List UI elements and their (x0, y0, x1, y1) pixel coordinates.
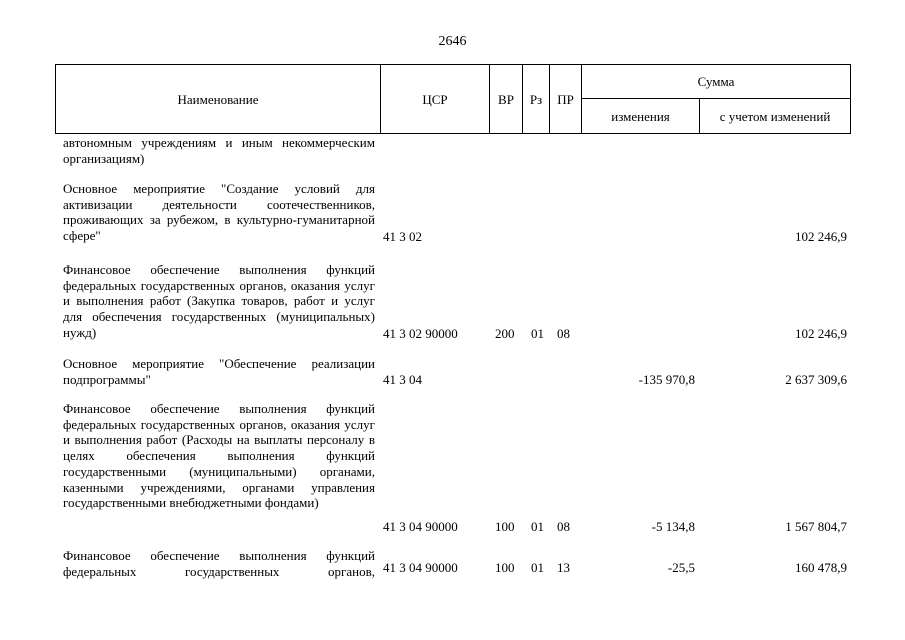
row-csr: 41 3 04 90000 (383, 519, 458, 534)
row-rz: 01 (531, 326, 544, 341)
row-name: Финансовое обеспечение выполнения функций федеральных государственных органов, (63, 548, 375, 579)
header-csr: ЦСР (422, 91, 448, 107)
row-name: Финансовое обеспечение выполнения функций федеральных государственных органов, оказания услуг и выполнения работ (Закупка товаров, работ и услуг для обеспечения государственных (муниципальных) нужд) (63, 262, 375, 340)
row-total: 1 567 804,7 (785, 519, 847, 534)
header-rz: Рз (529, 91, 543, 107)
row-name: Финансовое обеспечение выполнения функций федеральных государственных органов, оказания услуг и выполнения работ (Расходы на выплаты персоналу в целях обеспечения выполнения функций государственными (муниципальными) органами, казенными учреждениями, органами управления государственными внебюджетными фондами) (63, 401, 375, 511)
header-sum: Сумма (697, 74, 735, 89)
row-csr: 41 3 02 90000 (383, 326, 458, 341)
row-total: 2 637 309,6 (785, 372, 847, 387)
header-name: Наименование (177, 91, 259, 107)
row-pr: 13 (557, 560, 570, 575)
row-vr: 100 (495, 560, 515, 575)
row-csr: 41 3 02 (383, 229, 422, 244)
row-name: автономным учреждениям и иным некоммерческим организациям) (63, 135, 375, 166)
row-rz: 01 (531, 519, 544, 534)
row-total: 102 246,9 (795, 326, 847, 341)
row-change: -5 134,8 (651, 519, 695, 534)
row-csr: 41 3 04 90000 (383, 560, 458, 575)
row-total: 160 478,9 (795, 560, 847, 575)
row-name: Основное мероприятие "Обеспечение реализации подпрограммы" (63, 356, 375, 387)
row-vr: 200 (495, 326, 515, 341)
row-pr: 08 (557, 326, 570, 341)
row-change: -25,5 (667, 560, 695, 575)
page-number: 2646 (438, 34, 467, 49)
header-vr: ВР (498, 91, 514, 107)
row-pr: 08 (557, 519, 570, 534)
row-change: -135 970,8 (638, 372, 695, 387)
row-name: Основное мероприятие "Создание условий для активизации деятельности соотечественников, проживающих за рубежом, в культурно-гуманитарной сфере" (63, 181, 375, 244)
header-changes: изменения (611, 108, 670, 124)
row-rz: 01 (531, 560, 544, 575)
header-pr: ПР (557, 91, 574, 107)
table-header (55, 64, 851, 134)
row-total: 102 246,9 (795, 229, 847, 244)
row-vr: 100 (495, 519, 515, 534)
row-csr: 41 3 04 (383, 372, 422, 387)
header-with-changes: с учетом изменений (719, 108, 831, 124)
